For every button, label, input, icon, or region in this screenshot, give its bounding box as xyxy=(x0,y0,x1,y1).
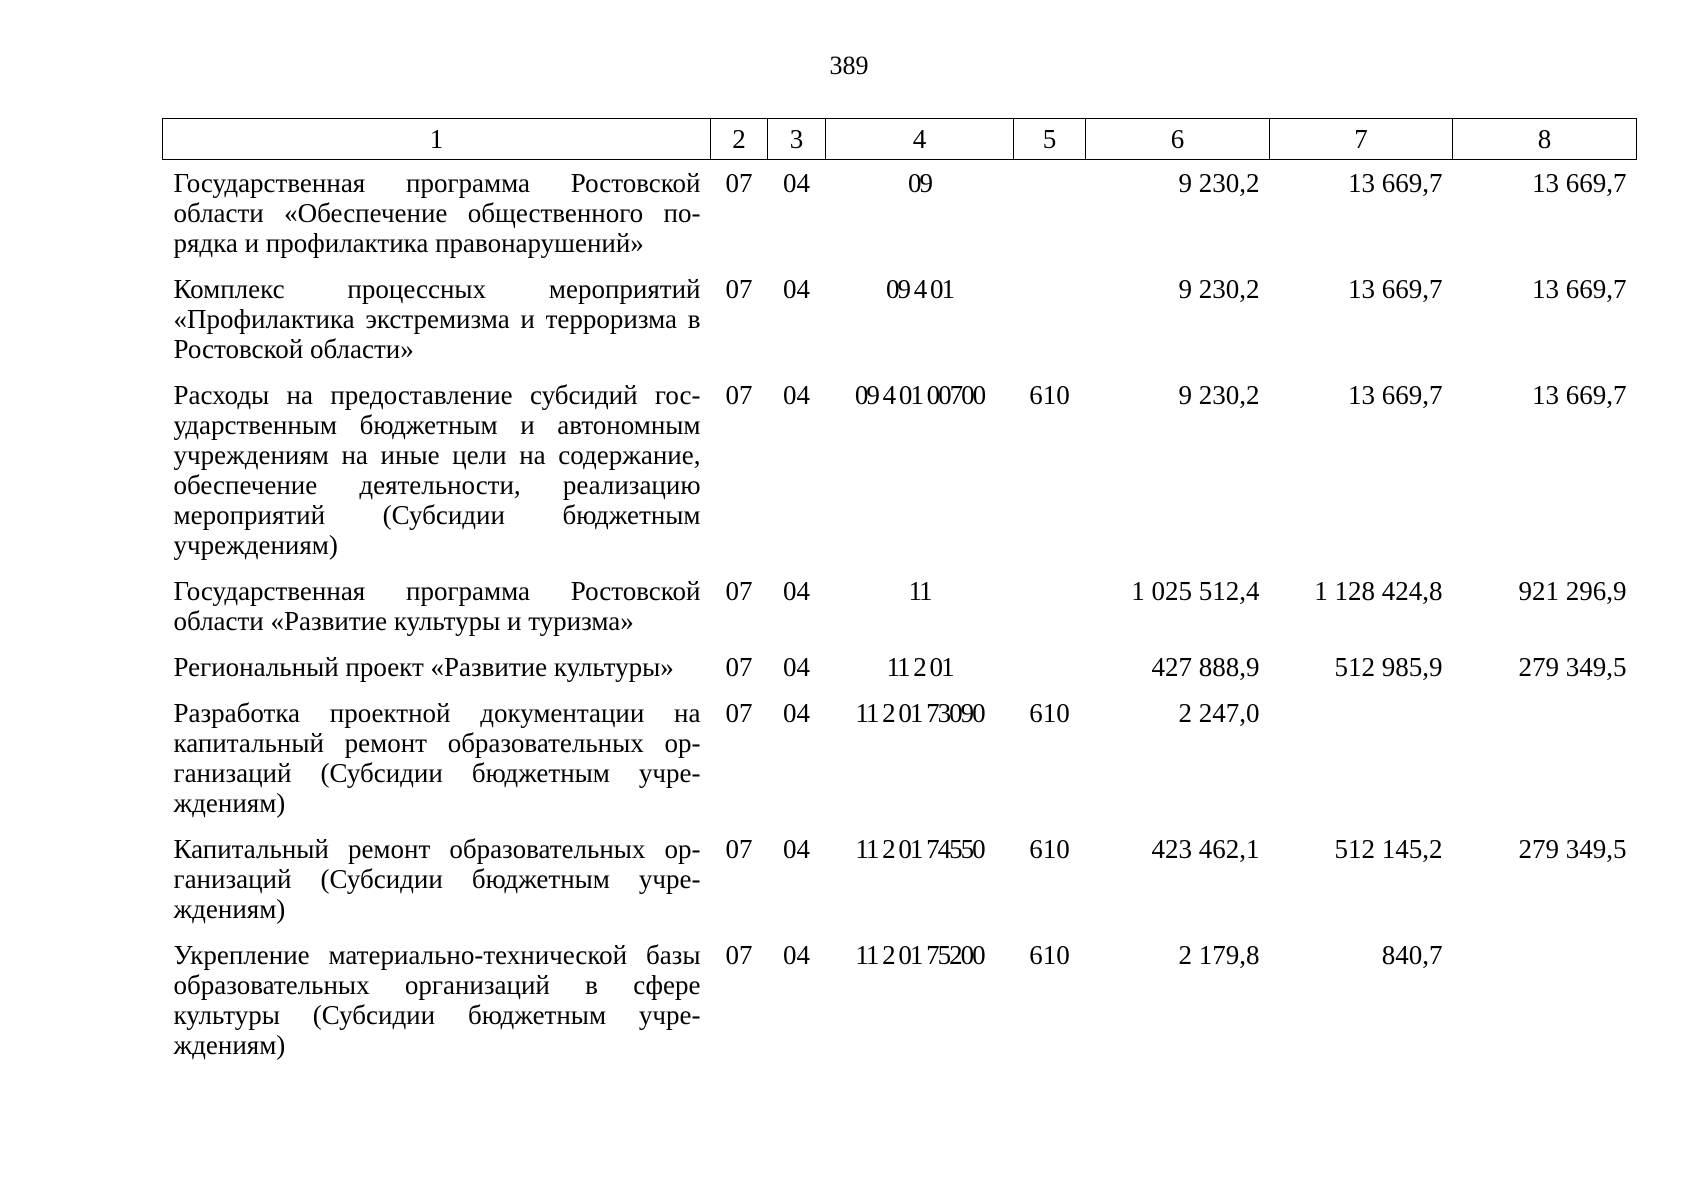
row-amount-col-8: 279 349,5 xyxy=(1518,834,1627,864)
row-name: Расходы на предоставление субсидий государственным бюджетным и автономным учреждениям на иные цели на содержание, обеспечение деятельности, реализацию мероприятий (Субсидии бюджетным учреждениям) xyxy=(173,380,701,560)
header-col-6: 6 xyxy=(1086,119,1270,160)
row-name: Укрепление материально-технической базы образовательных организаций в сфере культуры (Субсидии бюджетным учреждениям) xyxy=(173,940,701,1060)
table-row xyxy=(163,932,1637,1068)
row-amount-col-8: 279 349,5 xyxy=(1518,652,1627,682)
row-amount-col-6: 1 025 512,4 xyxy=(1131,576,1260,606)
row-name: Государственная программа Ростовской области «Обеспечение общественного порядка и профилактика правонарушений» xyxy=(173,168,701,258)
table-row xyxy=(163,690,1637,826)
table-row xyxy=(163,644,1637,690)
row-target-code: 11 xyxy=(908,576,931,606)
row-subsection: 04 xyxy=(783,834,810,864)
row-amount-col-8: 13 669,7 xyxy=(1532,274,1627,304)
row-expense-type xyxy=(1014,266,1086,372)
row-amount-col-7: 512 985,9 xyxy=(1334,652,1443,682)
table-row xyxy=(163,160,1637,267)
row-expense-type: 610 xyxy=(1029,834,1070,864)
row-amount-col-8: 921 296,9 xyxy=(1518,576,1627,606)
row-section: 07 xyxy=(725,652,753,682)
row-amount-col-6: 427 888,9 xyxy=(1151,652,1260,682)
table-row xyxy=(163,266,1637,372)
row-expense-type: 610 xyxy=(1029,380,1070,410)
row-expense-type: 610 xyxy=(1029,940,1070,970)
row-amount-col-6: 423 462,1 xyxy=(1151,834,1260,864)
row-subsection: 04 xyxy=(783,168,810,198)
row-section: 07 xyxy=(725,576,753,606)
row-subsection: 04 xyxy=(783,940,810,970)
row-name: Разработка проектной документации на капитальный ремонт образовательных организаций (Субсидии бюджетным учреждениям) xyxy=(173,698,701,818)
row-subsection: 04 xyxy=(783,274,810,304)
row-amount-col-8: 13 669,7 xyxy=(1532,168,1627,198)
row-amount-col-7: 13 669,7 xyxy=(1348,380,1443,410)
header-row xyxy=(163,119,1637,160)
row-amount-col-8 xyxy=(1453,690,1637,826)
row-target-code: 11 2 01 xyxy=(886,652,953,682)
row-expense-type xyxy=(1014,568,1086,644)
row-amount-col-6: 2 247,0 xyxy=(1178,698,1260,728)
row-amount-col-7 xyxy=(1270,690,1453,826)
row-section: 07 xyxy=(725,940,753,970)
row-expense-type xyxy=(1014,160,1086,267)
header-col-3: 3 xyxy=(768,119,826,160)
header-col-8: 8 xyxy=(1453,119,1637,160)
row-subsection: 04 xyxy=(783,380,810,410)
row-name: Капитальный ремонт образовательных организаций (Субсидии бюджетным учреждениям) xyxy=(173,834,701,924)
header-col-7: 7 xyxy=(1270,119,1453,160)
row-subsection: 04 xyxy=(783,698,810,728)
row-target-code: 11 2 01 75200 xyxy=(855,940,984,970)
row-section: 07 xyxy=(725,698,753,728)
row-section: 07 xyxy=(725,274,753,304)
row-amount-col-7: 13 669,7 xyxy=(1348,168,1443,198)
row-amount-col-8 xyxy=(1453,932,1637,1068)
row-amount-col-6: 9 230,2 xyxy=(1178,274,1260,304)
table-row xyxy=(163,826,1637,932)
header-col-2: 2 xyxy=(711,119,768,160)
row-amount-col-6: 9 230,2 xyxy=(1178,380,1260,410)
header-col-4: 4 xyxy=(826,119,1014,160)
row-expense-type xyxy=(1014,644,1086,690)
table-row xyxy=(163,568,1637,644)
row-name: Региональный проект «Развитие культуры» xyxy=(173,652,674,682)
row-name: Комплекс процессных мероприятий «Профилактика экстремизма и терроризма в Ростовской области» xyxy=(173,274,701,364)
row-expense-type: 610 xyxy=(1029,698,1070,728)
row-target-code: 11 2 01 73090 xyxy=(855,698,984,728)
row-amount-col-6: 2 179,8 xyxy=(1178,940,1260,970)
table-row xyxy=(163,372,1637,568)
row-amount-col-7: 1 128 424,8 xyxy=(1314,576,1443,606)
row-subsection: 04 xyxy=(783,576,810,606)
budget-table xyxy=(162,118,1637,1068)
row-amount-col-6: 9 230,2 xyxy=(1178,168,1260,198)
header-col-5: 5 xyxy=(1014,119,1086,160)
row-section: 07 xyxy=(725,834,753,864)
row-amount-col-7: 13 669,7 xyxy=(1348,274,1443,304)
row-amount-col-8: 13 669,7 xyxy=(1532,380,1627,410)
table-body xyxy=(163,160,1637,1069)
row-target-code: 09 4 01 xyxy=(886,274,953,304)
row-amount-col-7: 512 145,2 xyxy=(1334,834,1443,864)
row-amount-col-7: 840,7 xyxy=(1381,940,1443,970)
header-col-1: 1 xyxy=(163,119,711,160)
row-subsection: 04 xyxy=(783,652,810,682)
row-target-code: 09 4 01 00700 xyxy=(854,380,985,410)
row-section: 07 xyxy=(725,380,753,410)
row-target-code: 11 2 01 74550 xyxy=(855,834,984,864)
table-header xyxy=(163,119,1637,160)
row-name: Государственная программа Ростовской области «Развитие культуры и туризма» xyxy=(173,576,701,636)
row-target-code: 09 xyxy=(908,168,931,198)
row-section: 07 xyxy=(725,168,753,198)
page-number: 389 xyxy=(829,51,869,80)
